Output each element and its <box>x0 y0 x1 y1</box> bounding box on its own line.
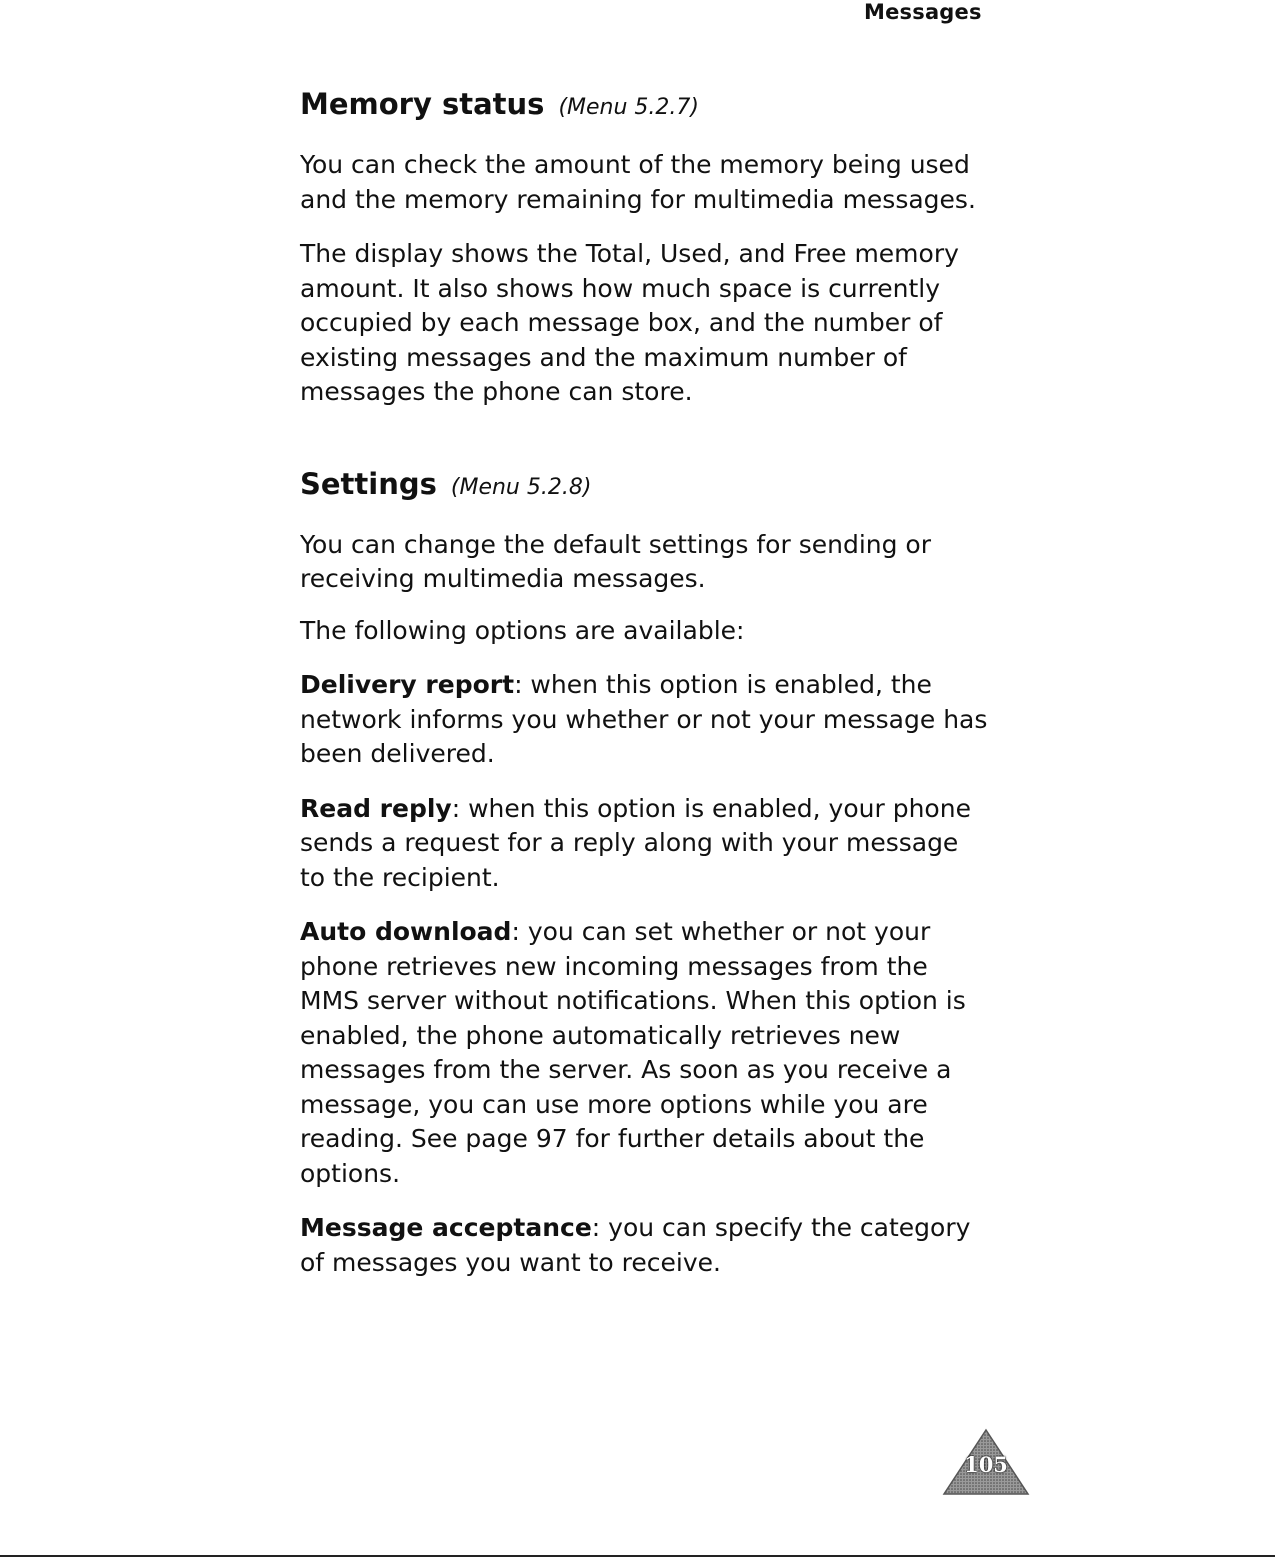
memory-status-paragraph-2: The display shows the Total, Used, and Free memory amount. It also shows how much space is currently occupied by each message box, and the number of existing messages and the maximum number of messages the phone can store. <box>300 239 959 406</box>
option-auto-download-name: Auto download <box>300 917 512 946</box>
option-delivery-report-name: Delivery report <box>300 670 515 699</box>
settings-title: Settings <box>300 466 437 501</box>
option-message-acceptance <box>300 1211 990 1280</box>
option-read-reply <box>300 792 990 896</box>
memory-status-paragraph-1: You can check the amount of the memory being used and the memory remaining for multimedia messages. <box>300 150 976 214</box>
option-auto-download <box>300 915 990 1191</box>
page-number: 105 <box>964 1452 1008 1477</box>
option-read-reply-text: : when this option is enabled, your phone sends a request for a reply along with your message to the recipient. <box>300 793 971 892</box>
memory-status-menu-ref: (Menu 5.2.7) <box>558 95 699 120</box>
option-read-reply-name: Read reply <box>300 793 452 823</box>
option-auto-download-text: : you can set whether or not your phone retrieves new incoming messages from the MMS server without notifications. When this option is enabled, the phone automatically retrieves new messages from the server. As soon as you receive a message, you can use more options while you are reading. See page 97 for further details about the options. <box>300 917 966 1188</box>
settings-heading <box>300 464 990 508</box>
option-message-acceptance-name: Message acceptance <box>300 1213 592 1242</box>
settings-menu-ref: (Menu 5.2.8) <box>450 474 592 500</box>
settings-paragraph-2: The following options are available: <box>300 615 745 645</box>
bottom-rule <box>0 1555 1275 1557</box>
option-delivery-report-text: : when this option is enabled, the network informs you whether or not your message has been delivered. <box>300 670 988 768</box>
option-message-acceptance-text: : you can specify the category of messages you want to receive. <box>300 1213 971 1277</box>
option-delivery-report <box>300 668 990 772</box>
settings-paragraph-1: You can change the default settings for sending or receiving multimedia messages. <box>300 529 931 593</box>
page-content <box>300 84 990 1280</box>
running-header: Messages <box>864 0 982 24</box>
memory-status-title: Memory status <box>300 87 545 121</box>
memory-status-heading <box>300 84 990 128</box>
